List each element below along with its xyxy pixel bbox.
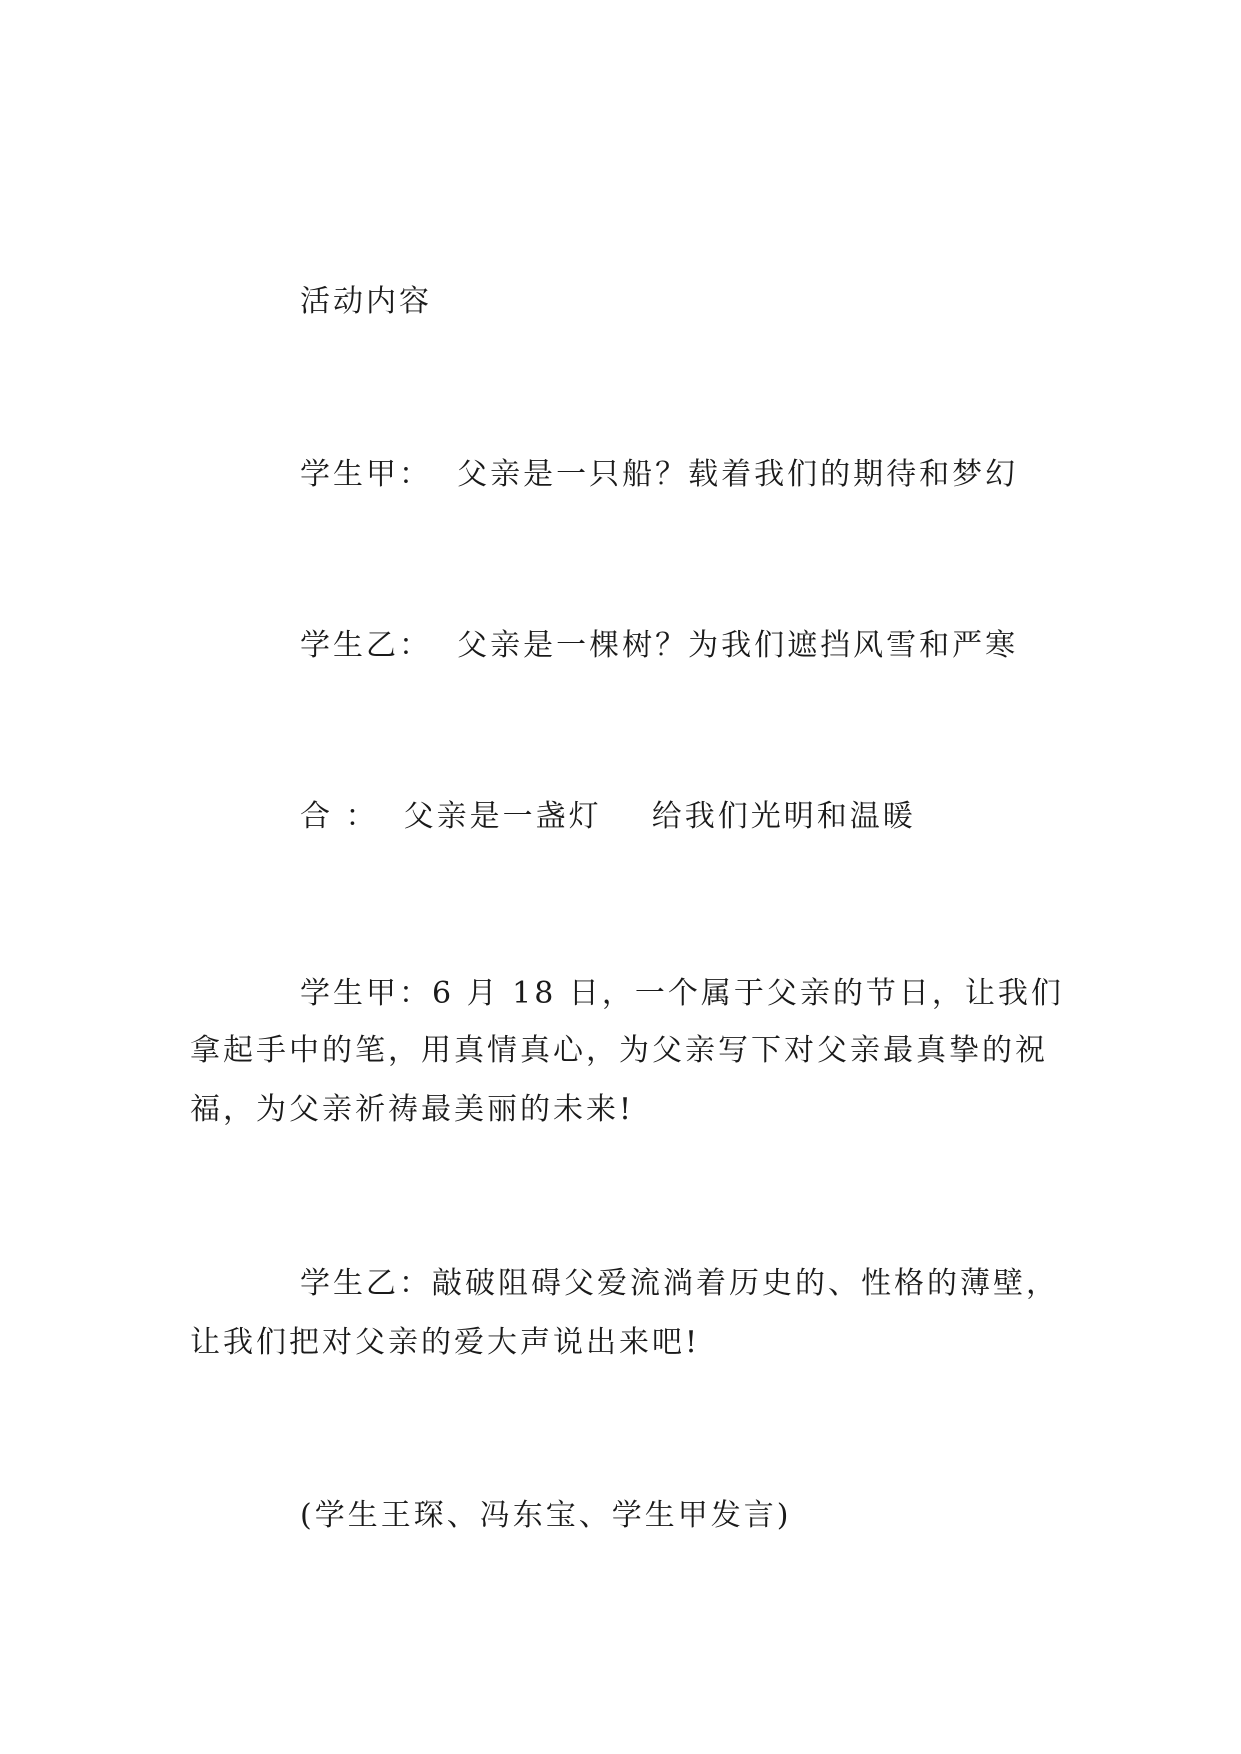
dialogue-line-student-b: 学生乙： 父亲是一棵树？为我们遮挡风雪和严寒 [300,628,1019,663]
paragraph-student-a-line-1: 学生甲：6 月 18 日，一个属于父亲的节日，让我们 [300,976,1064,1011]
paragraph-student-b-line-2: 让我们把对父亲的爱大声说出来吧! [190,1325,701,1360]
section-heading: 活动内容 [300,284,432,319]
paragraph-student-a-line-2: 拿起手中的笔，用真情真心，为父亲写下对父亲最真挚的祝 [190,1033,1048,1068]
speakers-note: (学生王琛、冯东宝、学生甲发言) [300,1498,792,1533]
dialogue-line-together: 合 ： 父亲是一盏灯 给我们光明和温暖 [300,799,916,834]
paragraph-student-b-line-1: 学生乙：敲破阻碍父爱流淌着历史的、性格的薄壁， [300,1266,1059,1301]
dialogue-line-student-a: 学生甲： 父亲是一只船？载着我们的期待和梦幻 [300,457,1019,492]
paragraph-student-a-line-3: 福，为父亲祈祷最美丽的未来! [190,1092,635,1127]
